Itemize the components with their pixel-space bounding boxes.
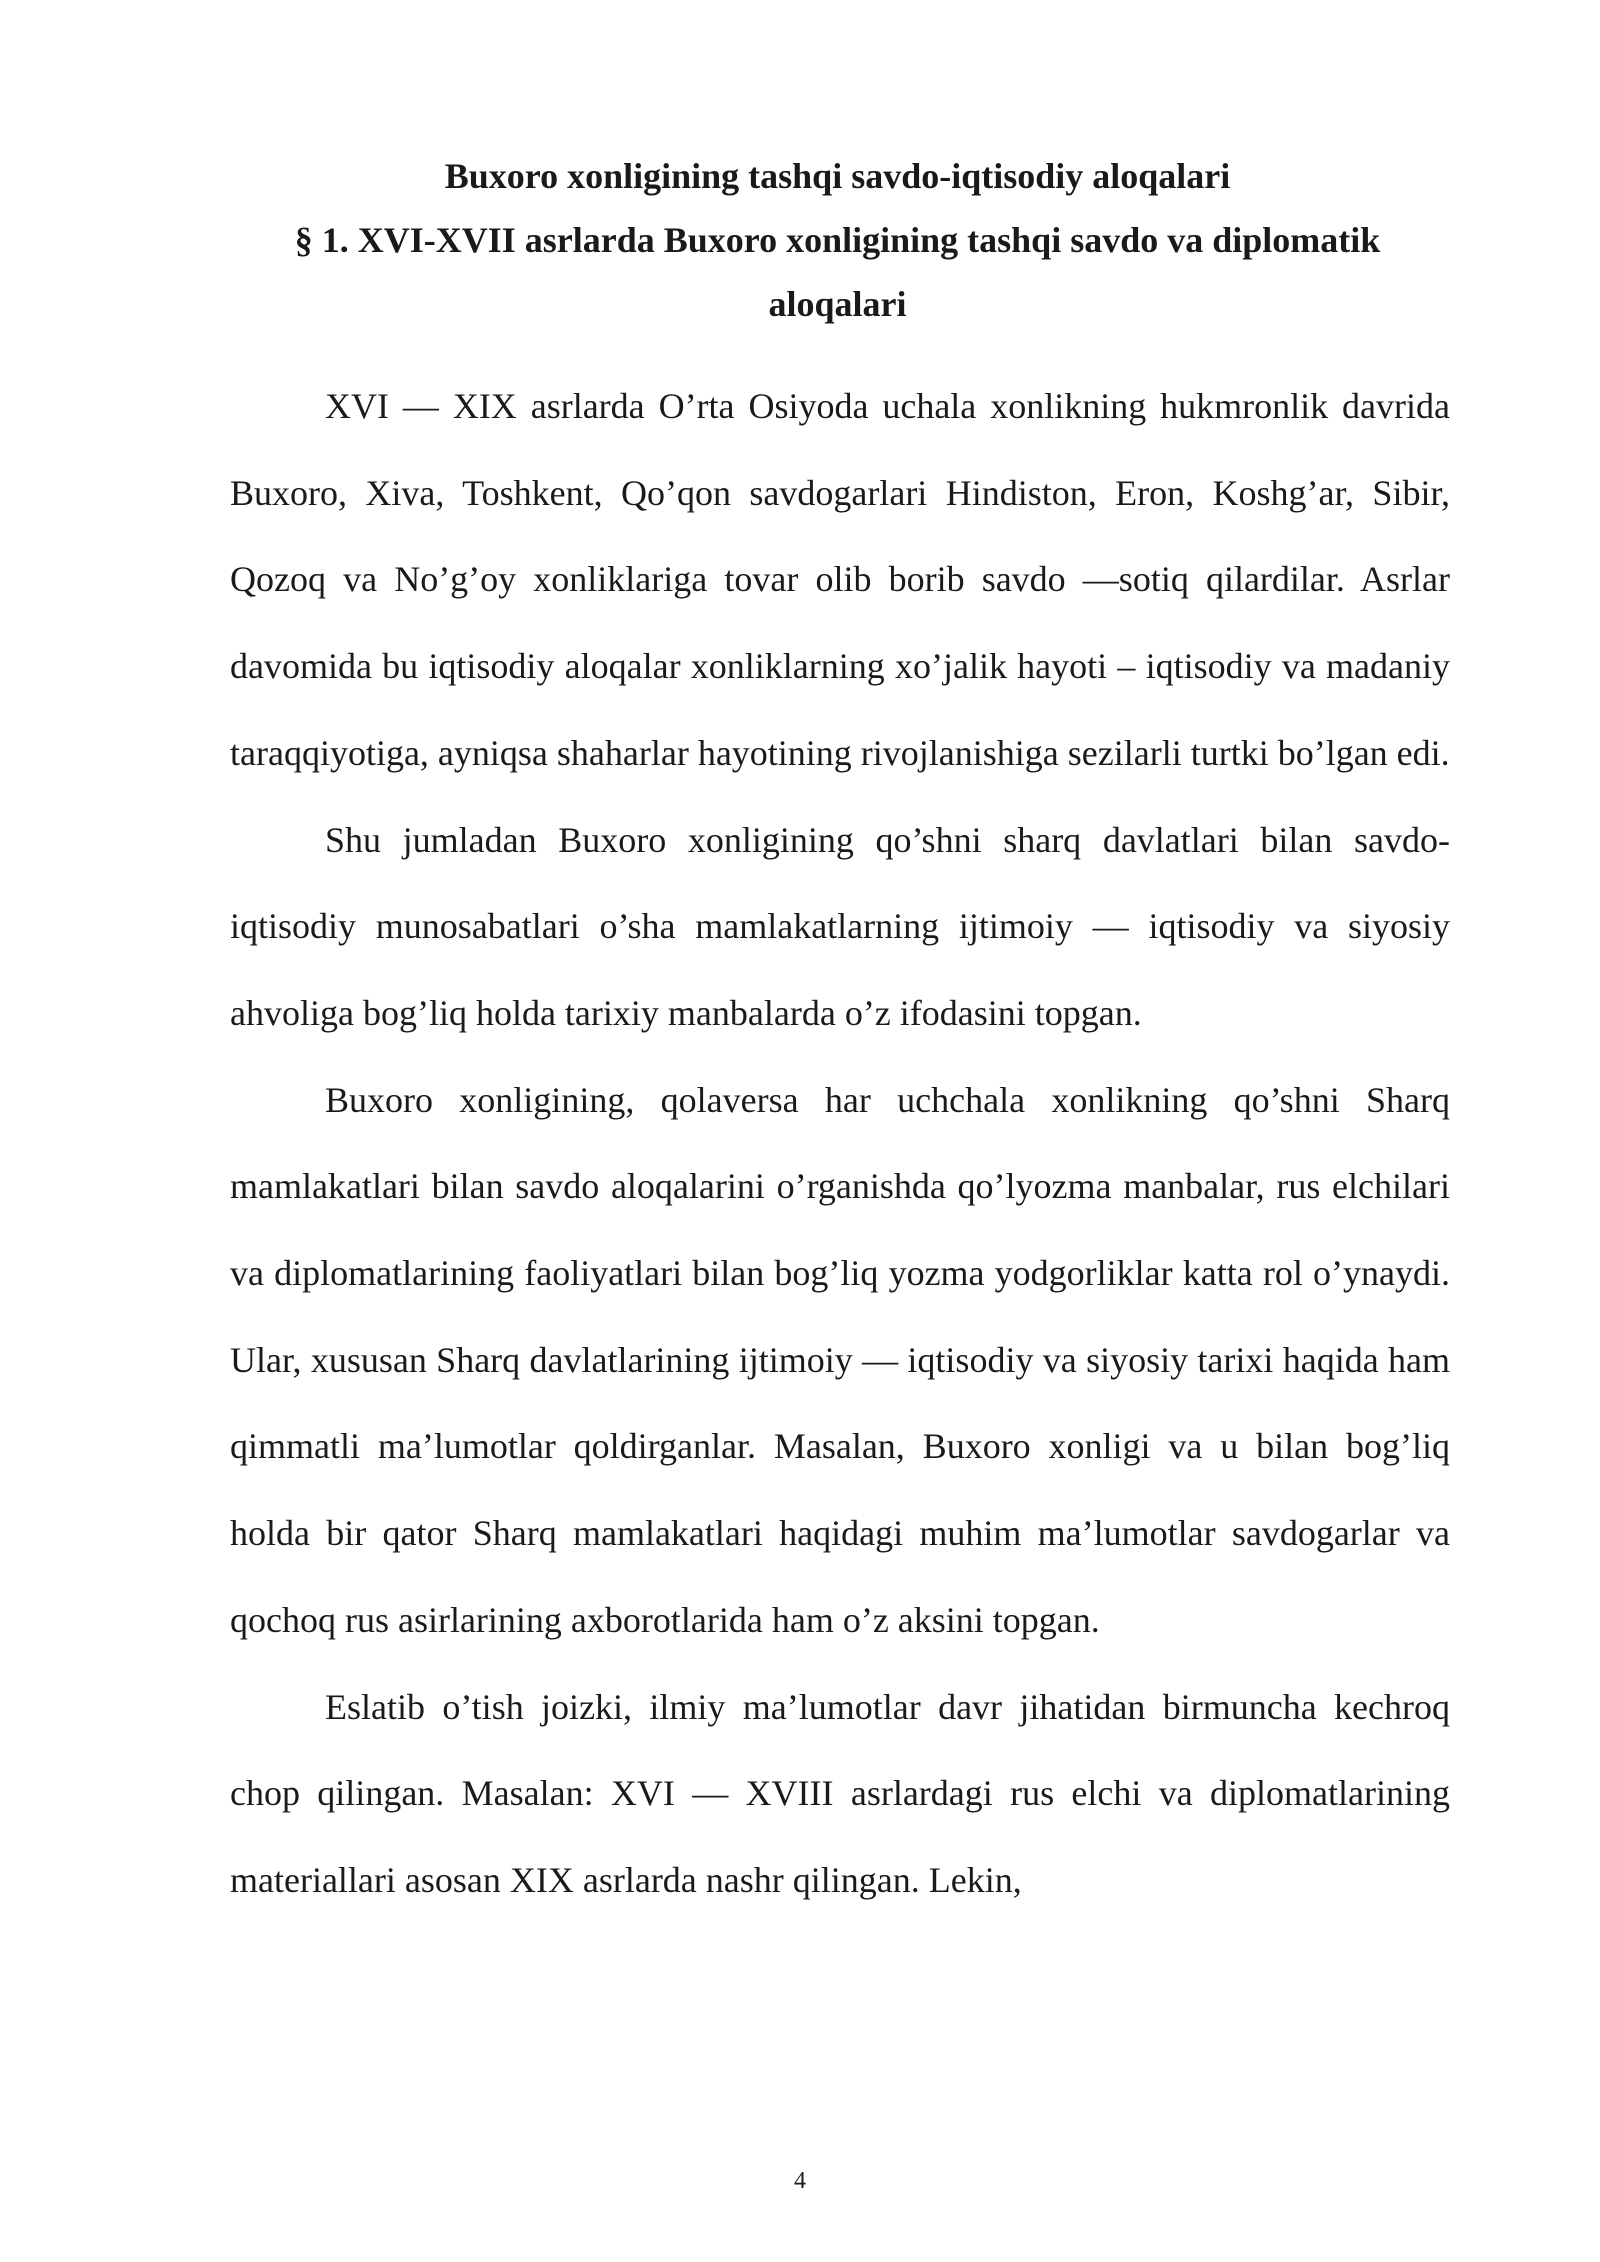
paragraph: Shu jumladan Buxoro xonligining qo’shni sharq davlatlari bilan savdo-iqtisodiy munosabatlari o’sha mamlakatlarning ijtimoiy — iqtisodiy va siyosiy ahvoliga bog’liq holda tarixiy manbalarda o’z ifodasini topgan. <box>230 819 1450 1033</box>
body-text <box>230 363 1450 1924</box>
page-number: 4 <box>794 2168 806 2194</box>
paragraph: Eslatib o’tish joizki, ilmiy ma’lumotlar davr jihatidan birmuncha kechroq chop qilingan. Masalan: XVI — XVIII asrlardagi rus elchi va diplomatlarining materiallari asosan XIX asrlarda nashr qilingan. Lekin, <box>230 1686 1450 1900</box>
paragraph: XVI — XIX asrlarda O’rta Osiyoda uchala xonlikning hukmronlik davrida Buxoro, Xiva, Toshkent, Qo’qon savdogarlari Hindiston, Eron, Koshg’ar, Sibir, Qozoq va No’g’oy xonliklariga tovar olib borib savdo —sotiq qilardilar. Asrlar davomida bu iqtisodiy aloqalar xonliklarning xo’jalik hayoti – iqtisodiy va madaniy taraqqiyotiga, ayniqsa shaharlar hayotining rivojlanishiga sezilarli turtki bo’lgan edi. <box>230 386 1450 773</box>
section-heading: § 1. XVI-XVII asrlarda Buxoro xonligining tashqi savdo va diplomatik aloqalari <box>294 220 1381 324</box>
document-title: Buxoro xonligining tashqi savdo-iqtisodiy aloqalari <box>444 156 1231 196</box>
paragraph: Buxoro xonligining, qolaversa har uchchala xonlikning qo’shni Sharq mamlakatlari bilan savdo aloqalarini o’rganishda qo’lyozma manbalar, rus elchilari va diplomatlarining faoliyatlari bilan bog’liq yozma yodgorliklar katta rol o’ynaydi. Ular, xususan Sharq davlatlarining ijtimoiy — iqtisodiy va siyosiy tarixi haqida ham qimmatli ma’lumotlar qoldirganlar. Masalan, Buxoro xonligi va u bilan bog’liq holda bir qator Sharq mamlakatlari haqidagi muhim ma’lumotlar savdogarlar va qochoq rus asirlarining axborotlarida ham o’z aksini topgan. <box>230 1079 1450 1640</box>
